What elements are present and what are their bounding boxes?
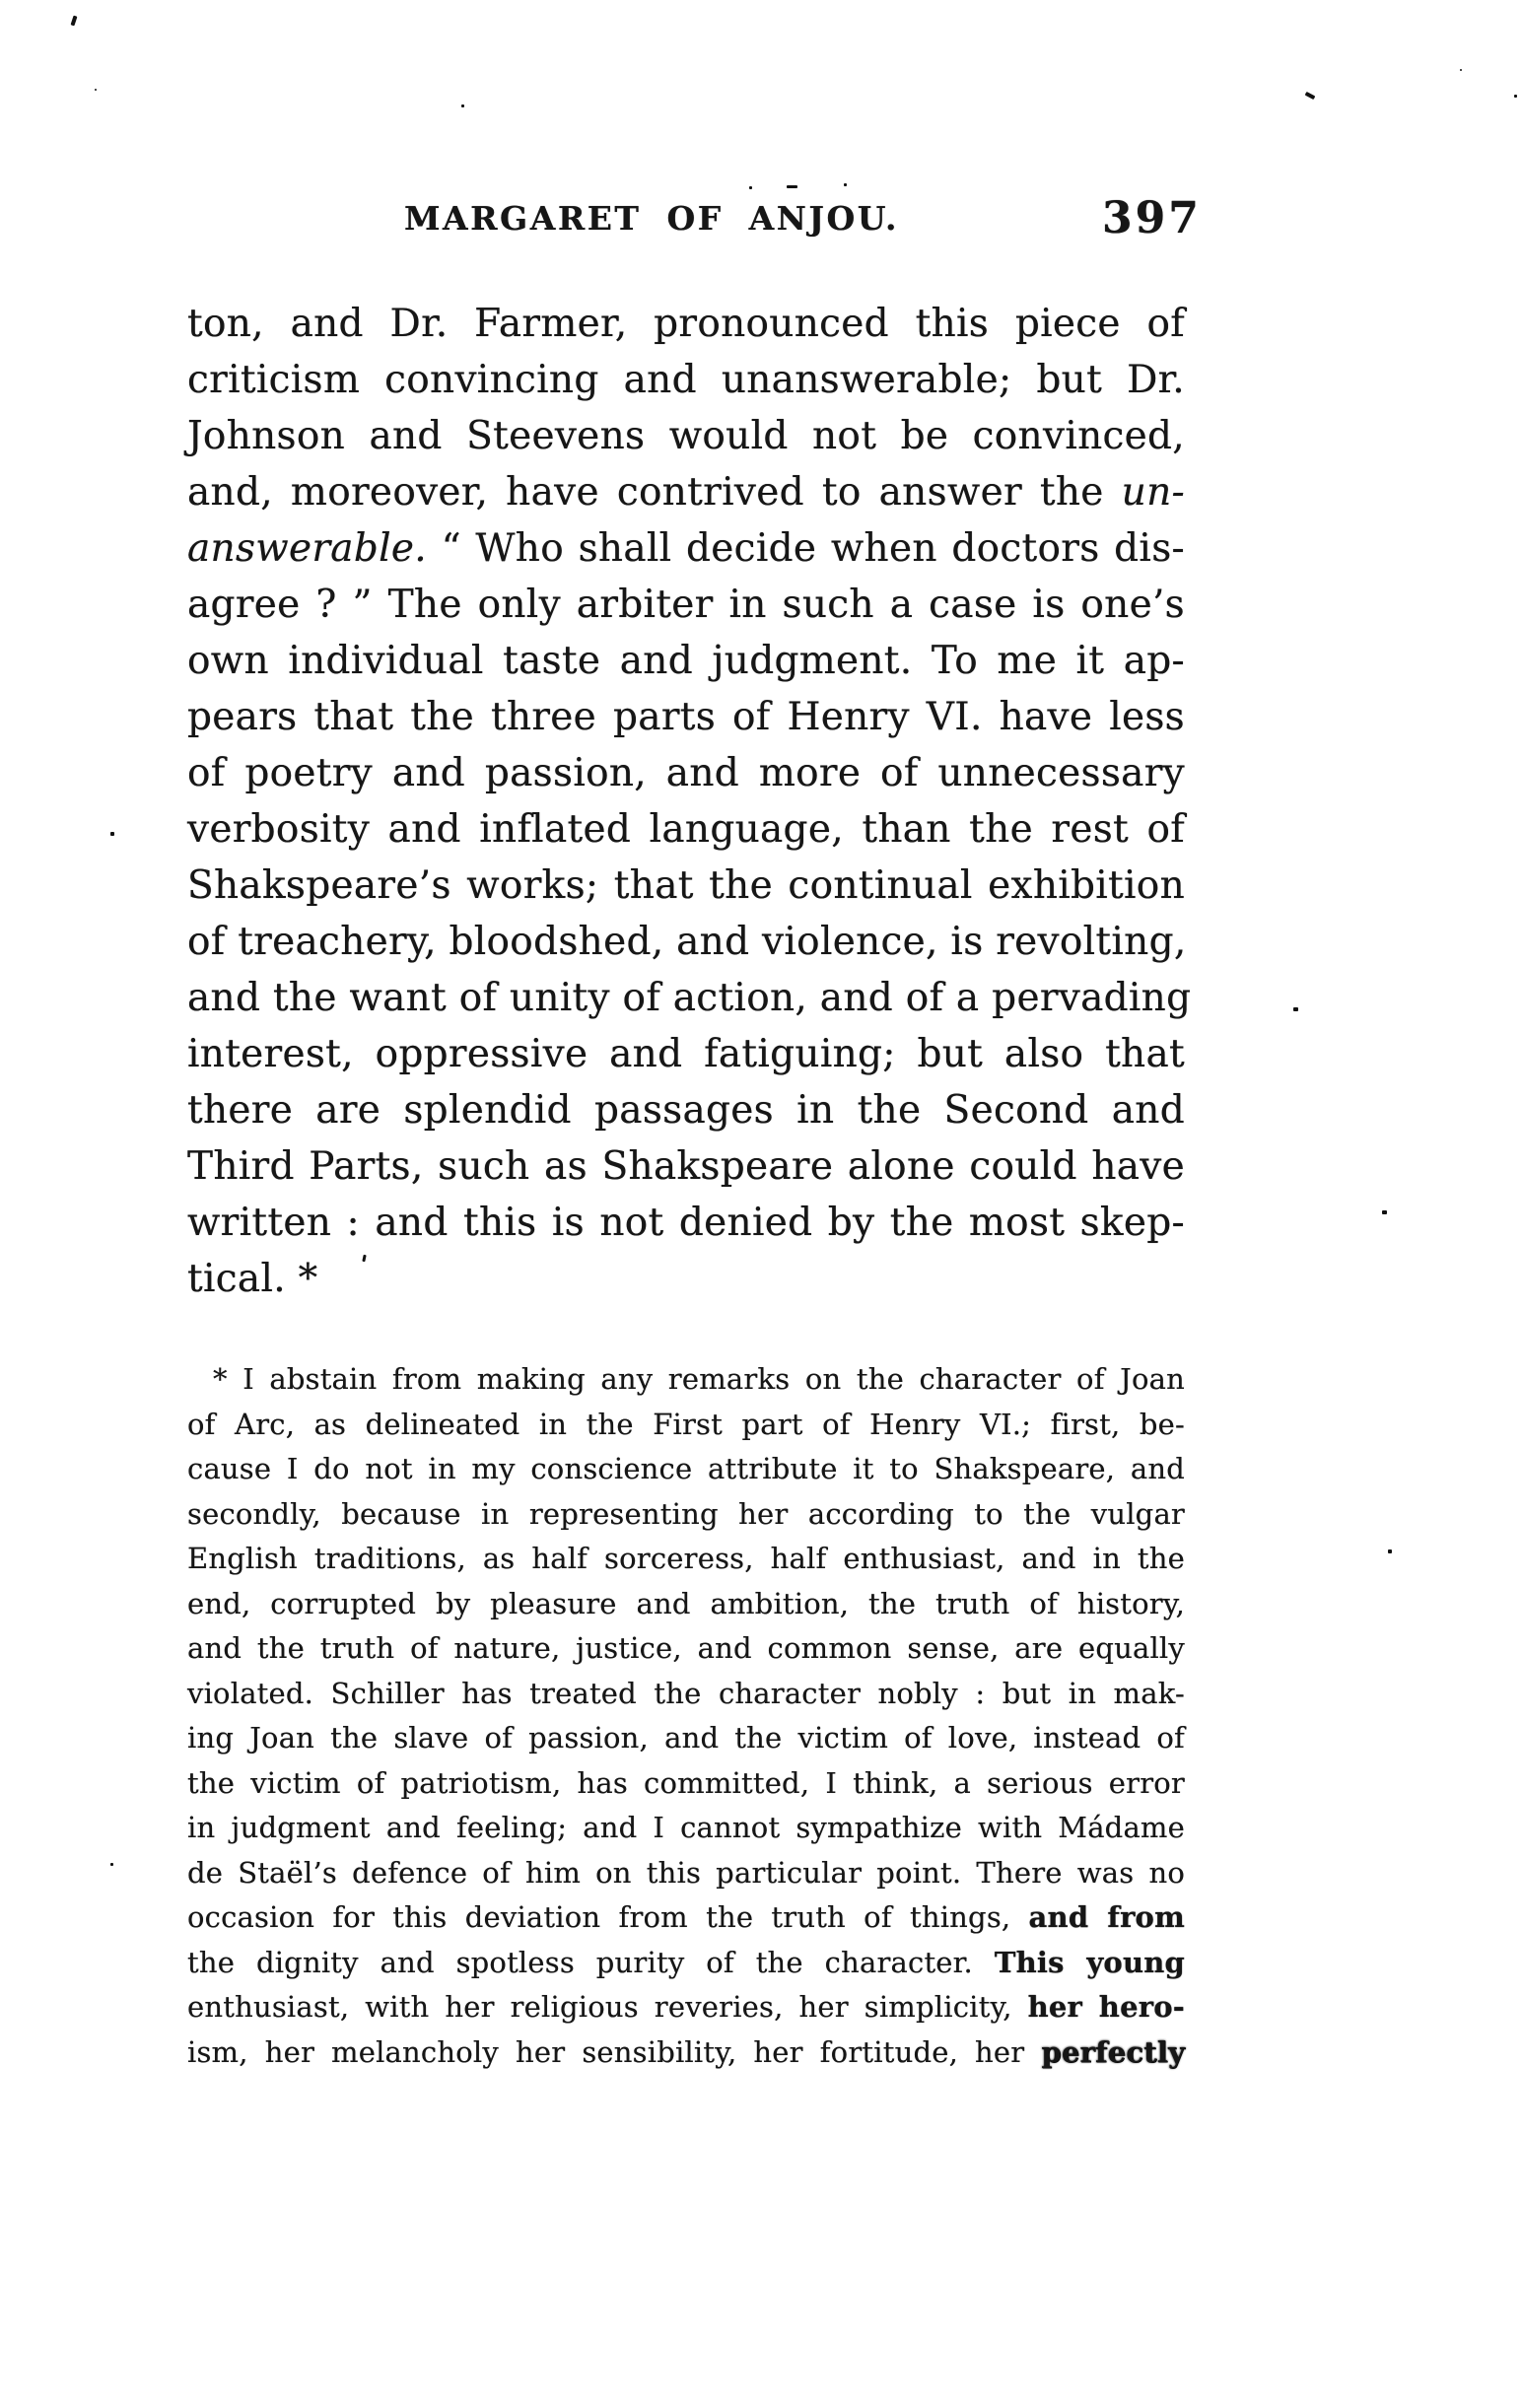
page-title: MARGARET OF ANJOU. [404,199,899,238]
footnote-line [187,1537,1185,1582]
footnote-line [187,1626,1185,1672]
body-text-line [187,520,1185,577]
text-segment: * I abstain from making any remarks on the character of Joan [213,1362,1185,1396]
body-text-line [187,970,1192,1026]
body-text-line [187,1138,1185,1195]
footnote-line [187,1672,1185,1717]
body-text-line [187,1082,1185,1138]
body-text-line [187,408,1185,464]
text-segment: This young [994,1945,1185,1979]
text-segment: Shakspeare’s works; that the continual exhibition [187,863,1185,908]
ink-speck [1293,1007,1298,1011]
ink-speck [749,186,752,189]
footnote-line [187,1447,1185,1492]
body-text-line [187,1026,1185,1082]
ink-speck [95,89,97,91]
body-text-line [187,914,1185,970]
text-segment: her hero- [1027,1990,1186,2024]
text-segment: the dignity and spotless purity of the character. [187,1945,995,1979]
ink-speck [1305,92,1316,100]
ink-speck [461,104,464,107]
text-segment: perfectly [1041,2034,1185,2069]
footnote [187,1357,1185,2075]
body-text-line [187,858,1185,914]
text-segment: tical. * [187,1257,318,1301]
text-segment: Johnson and Steevens would not be convinced, [187,414,1185,458]
footnote-line [187,1806,1185,1851]
text-segment: of Arc, as delineated in the First part of Henry VI.; first, be- [187,1407,1185,1441]
body-text-line [187,801,1185,858]
body-text-line [187,296,1185,352]
ink-speck [110,1863,113,1866]
text-segment: end, corrupted by pleasure and ambition, the truth of history, [187,1586,1185,1620]
ink-speck [110,832,114,836]
body-text-line [187,464,1185,520]
text-segment: ism, her melancholy her sensibility, her fortitude, her [187,2034,1042,2069]
text-segment: pears that the three parts of Henry VI. have less [187,695,1185,739]
footnote-line [187,1761,1185,1807]
footnote-line [187,1985,1185,2030]
footnote-line [187,1357,1185,1403]
text-segment: verbosity and inflated language, than the rest of [187,807,1185,852]
body-text-line [187,1251,1185,1307]
text-segment: secondly, because in representing her according to the vulgar [187,1496,1185,1531]
ink-speck [787,185,797,188]
text-segment: ing Joan the slave of passion, and the victim of love, instead of [187,1721,1185,1754]
text-segment: interest, oppressive and fatiguing; but also that [187,1032,1185,1076]
body-text-line [187,745,1185,801]
ink-speck [1382,1210,1387,1214]
text-segment: and the truth of nature, justice, and common sense, are equally [187,1631,1185,1665]
footnote-line [187,2030,1185,2076]
text-segment: cause I do not in my conscience attribute it to Shakspeare, and [187,1452,1185,1485]
body-text-line [187,352,1185,408]
text-segment: written : and this is not denied by the most skep- [187,1201,1185,1245]
text-segment: criticism convincing and unanswerable; but Dr. [187,358,1185,402]
text-segment: in judgment and feeling; and I cannot sympathize with Mádame [187,1811,1185,1844]
text-segment: enthusiast, with her religious reveries, her simplicity, [187,1990,1028,2024]
text-segment: of treachery, bloodshed, and violence, is revolting, [187,920,1187,964]
ink-speck [844,183,847,186]
body-text-line [187,577,1185,633]
ink-speck [1388,1549,1392,1553]
text-segment: of poetry and passion, and more of unnecessary [187,751,1185,795]
text-segment: English traditions, as half sorceress, half enthusiast, and in the [187,1542,1185,1575]
text-segment: and, moreover, have contrived to answer the [187,470,1122,515]
text-segment: agree ? ” The only arbiter in such a case is one’s [187,583,1185,627]
text-segment: violated. Schiller has treated the character nobly : but in mak- [187,1676,1185,1710]
footnote-line [187,1582,1185,1627]
text-segment: Third Parts, such as Shakspeare alone could have [187,1144,1185,1189]
footnote-line [187,1403,1185,1448]
running-header [187,193,1202,246]
text-segment: the victim of patriotism, has committed, I think, a serious error [187,1765,1185,1800]
footnote-line [187,1851,1185,1896]
text-segment: and from [1028,1900,1185,1934]
text-segment: occasion for this deviation from the truth of things, [187,1900,1029,1934]
body-text-line [187,689,1185,745]
page-number: 397 [1102,193,1202,243]
text-segment: un- [1121,470,1185,515]
text-segment: there are splendid passages in the Second and [187,1088,1185,1133]
ink-speck [71,16,78,27]
text-segment: “ Who shall decide when doctors dis- [426,526,1185,571]
body-text [187,296,1192,1307]
text-segment: and the want of unity of action, and of a pervading [187,976,1192,1020]
body-text-line [187,633,1185,689]
ink-speck [1460,69,1462,71]
text-segment: ton, and Dr. Farmer, pronounced this piece of [187,302,1185,346]
text-segment: answerable. [187,526,427,571]
text-segment: de Staël’s defence of him on this particular point. There was no [187,1855,1185,1890]
footnote-line [187,1716,1185,1761]
ink-speck [1514,95,1517,98]
footnote-line [187,1941,1185,1986]
footnote-line [187,1895,1185,1941]
text-segment: own individual taste and judgment. To me it ap- [187,639,1185,683]
footnote-line [187,1492,1185,1538]
body-text-line [187,1195,1185,1251]
